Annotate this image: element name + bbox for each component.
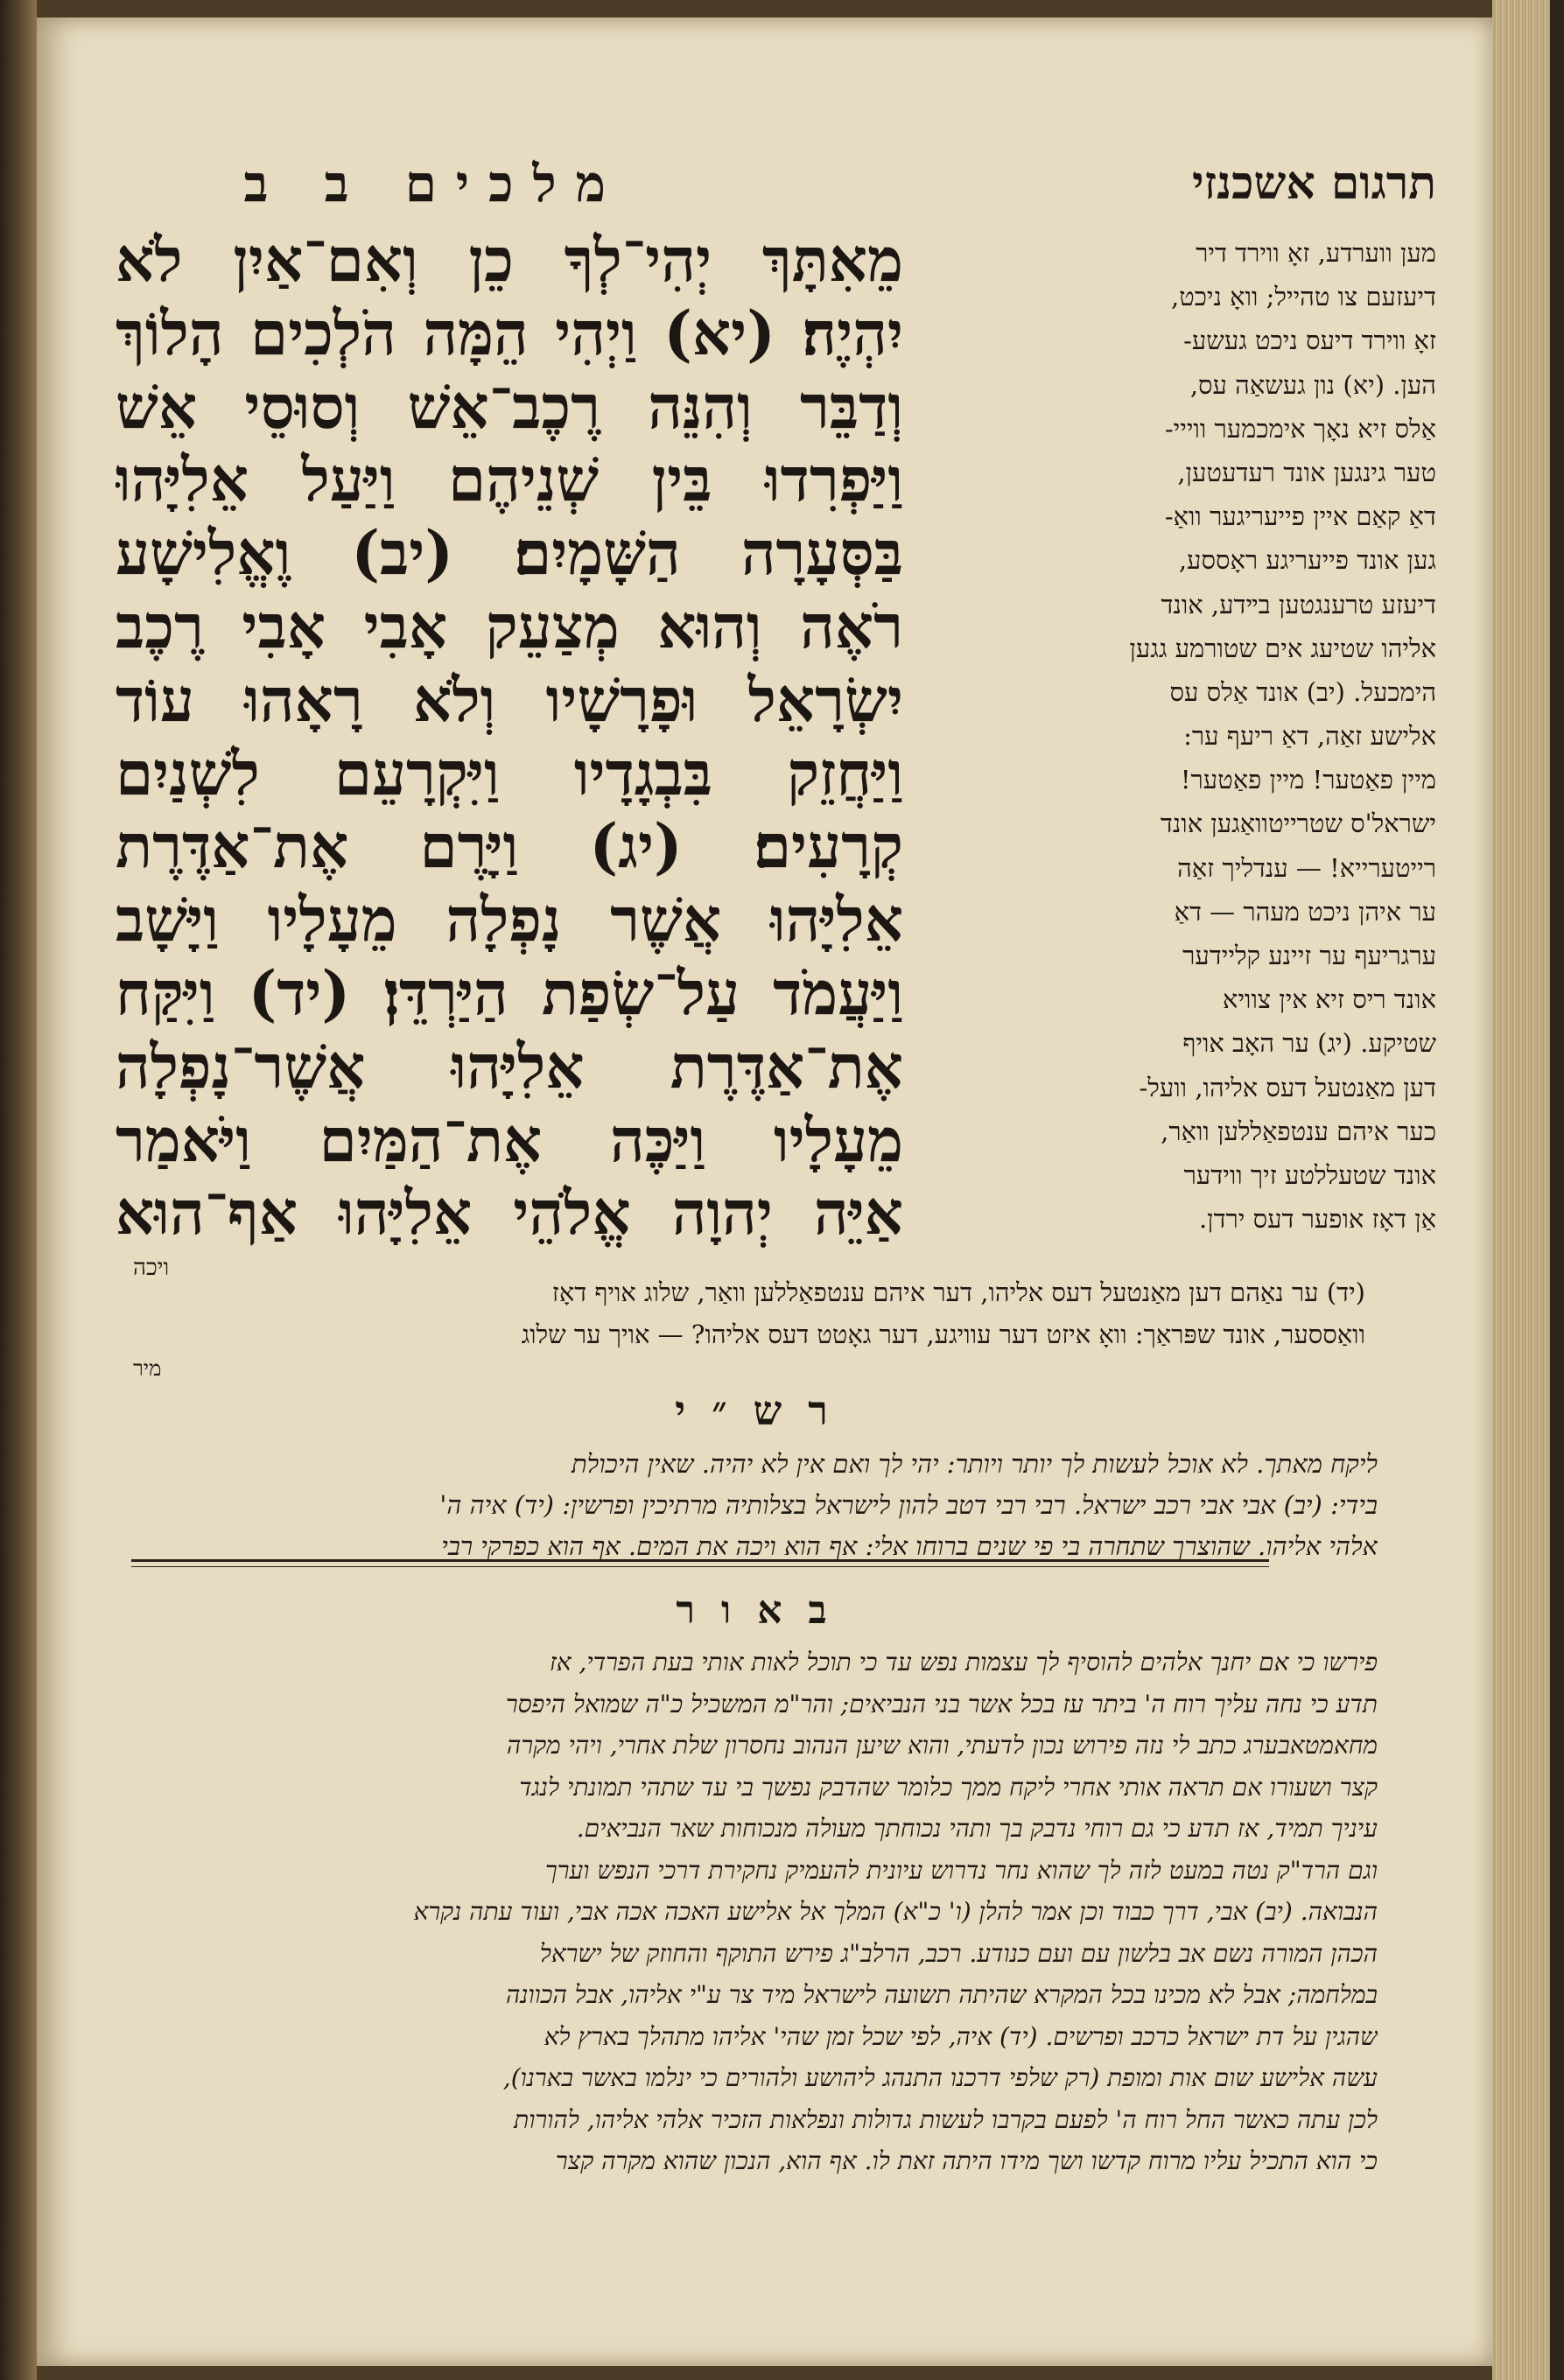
translation-line: כער איהם ענטפאַללען וואַר, (1161, 1116, 1436, 1146)
translation-line: זאָ ווירד דיעס ניכט געשע- (1183, 326, 1436, 356)
section-divider (131, 1559, 1269, 1562)
translation-line: שטיקע. (יג) ער האָב אויף (1182, 1028, 1436, 1059)
commentary-line: עיניך תמיד, אז תדע כי גם רוחי נדבק בך ותהי נכוחתך מעולה מנכוחות שאר הנביאים. (576, 1814, 1378, 1843)
text-line: אֶת־אַדֶּרֶת אֵלִיָּהוּ אֲשֶׁר־נָפְלָה (116, 1031, 903, 1102)
translation-line: הען. (יא) נון געשאַה עס, (1189, 369, 1436, 400)
translation-line: דאַ קאַם איין פייעריגער וואַ- (1164, 501, 1436, 532)
catchword: ויכה (133, 1255, 170, 1281)
hebrew-text-column (116, 224, 903, 1250)
page-edges (1492, 0, 1564, 2380)
translation-line: רייטערייא! — ענדליך זאַה (1177, 852, 1436, 883)
translation-line: טער גינגען אונד רעדעטען, (1177, 457, 1436, 487)
rashi-commentary (135, 1444, 1378, 1567)
continuation-line: וואַססער, אונד שפּראַך: וואָ איזט דער עוויגע, דער גאָטט דעס אליהו? — אויך ער שלוג (521, 1320, 1365, 1349)
translation-line: דען מאַנטעל דעס אליהו, וועל- (1139, 1072, 1436, 1102)
translation-line: גען אונד פייעריגע ראָססע, (1178, 545, 1436, 576)
text-line: מֵעָלָיו וַיַּכֶּה אֶת־הַמַּיִם וַיֹּאמַר (116, 1104, 903, 1176)
text-line: וַיַּפְרִדוּ בֵּין שְׁנֵיהֶם וַיַּעַל אֵלִיָּהוּ (116, 444, 903, 516)
translation-line: אונד שטעללטע זיך ווידער (1183, 1159, 1436, 1190)
text-line: וְדַבֵּר וְהִנֵּה רֶכֶב־אֵשׁ וְסוּסֵי אֵשׁ (116, 371, 903, 443)
commentary-line: ליקח מאתך. לא אוכל לעשות לך יותר ויותר: יהי לך ואם אין לא יהיה. שאין היכולת (571, 1449, 1378, 1479)
book-page (37, 18, 1492, 2366)
translation-line: מיין פאַטער! מיין פאַטער! (1180, 765, 1436, 795)
text-line: יִשְׂרָאֵל וּפָרָשָׁיו וְלֹא רָאָהוּ עוֹד (116, 664, 903, 736)
text-line: בַּסְּעָרָה הַשָּׁמָיִם׃ (יב) וֶאֱלִישָׁע (116, 518, 903, 590)
rashi-heading: רש״י (675, 1387, 854, 1434)
translation-line: אלישע זאַה, דאַ ריעף ער: (1183, 721, 1436, 752)
text-line: קְרָעִים׃ (יג) וַיָּרֶם אֶת־אַדֶּרֶת (116, 811, 903, 883)
commentary-line: מחאמטאבערג כתב לי נזה פירוש נכון לדעתי, והוא שיען הנהוב נחסרון שלת אחרי, ויהי מקרה (506, 1731, 1378, 1760)
text-line: יִהְיֶה׃ (יא) וַיְהִי הֵמָּה הֹלְכִים הָלוֹךְ (116, 298, 903, 369)
translation-line: ער איהן ניכט מעהר — דאַ (1174, 896, 1436, 927)
text-line: אֵלִיָּהוּ אֲשֶׁר נָפְלָה מֵעָלָיו וַיָּשָׁב (116, 885, 903, 956)
commentary-line: קצר ושעורו אם תראה אותי אחרי ליקח ממך כלומר שהדבק נפשך בי עד שתהי תמונתי לנגד (519, 1772, 1378, 1802)
translation-line: מען ווערדע, זאָ ווירד דיר (1196, 238, 1436, 268)
commentary-line: לכן עתה כאשר החל רוח ה' לפעם בקרבו לעשות גדולות ונפלאות הזכיר אלהי אליהו, להורות (514, 2104, 1378, 2134)
continuation-line: (יד) ער נאַהם דען מאַנטעל דעס אליהו, דער איהם ענטפאַללען וואַר, שלוג אויף דאָז (551, 1278, 1365, 1307)
commentary-line: אלהי אליהו. שהוצרך שתחרה בי פי שנים ברוחו אלי: אף הוא ויכה את המים. אף הוא כפרקי רבי (441, 1531, 1378, 1561)
continuation-line: מיר (133, 1356, 162, 1381)
text-line: מֵאִתָּךְ יְהִי־לְךָ כֵן וְאִם־אַיִן לֹא (116, 225, 903, 296)
translation-line: אונד ריס זיא אין צוויא (1223, 984, 1436, 1015)
commentary-line: בידי: (יב) אבי אבי רכב ישראל. רבי רבי דטב להון לישראל בצלותיה מרתיכין ופרשין: (יד) איה ה' (439, 1490, 1378, 1520)
commentary-line: תדע כי נחה עליך רוח ה' ביתר עז בכל אשר בני הנביאים; והר"מ המשכיל כ"ה שמואל היפסר (505, 1689, 1378, 1718)
translation-column (929, 231, 1436, 1241)
biur-commentary (135, 1642, 1378, 2182)
commentary-line: הכהן המורה נשם אב בלשון עם ועם כנודע. רכב, הרלב"ג פירש התוקף והחוזק של ישראל (539, 1938, 1378, 1968)
biur-heading: באור (676, 1588, 853, 1633)
translation-line: דיעזעם צו טהייל; וואָ ניכט, (1171, 282, 1436, 312)
commentary-line: הנבואה. (יב) אבי, דרך כבוד וכן אמר להלן (ו' כ"א) המלך אל אלישע האכה אכה אבי, ועוד עתה נקרא (413, 1897, 1378, 1926)
translation-line: ישראל'ס שטרייטוואַגען אונד (1160, 808, 1436, 839)
commentary-line: עשה אלישע שום אות ומופת (רק שלפי דרכנו התנהג ליהושע ולהורים כי ינלמו באשר בארנו), (502, 2063, 1378, 2092)
text-line: וַיַּעֲמֹד עַל־שְׂפַת הַיַּרְדֵּן׃ (יד) וַיִּקַּח (116, 957, 903, 1029)
text-line: רֹאֶה וְהוּא מְצַעֵק אָבִי אָבִי רֶכֶב (116, 591, 903, 662)
book-gutter (0, 0, 37, 2380)
text-line: וַיַּחֲזֵק בִּבְגָדָיו וַיִּקְרָעֵם לִשְׁנַיִם (116, 738, 903, 809)
commentary-line: במלחמה; אבל לא מכינו בכל המקרא שהיתה תשועה לישראל מיד צר ע"י אליהו, אבל הכוונה (505, 1980, 1378, 2009)
text-line: אַיֵּה יְהוָה אֱלֹהֵי אֵלִיָּהוּ אַף־הוּא (116, 1178, 903, 1250)
translation-line: הימכעל. (יב) אונד אַלס עס (1169, 676, 1436, 707)
commentary-line: שהגין על דת ישראל כרכב ופרשים. (יד) איה, לפי שכל זמן שהי' אליהו מתהלך בארץ לא (544, 2021, 1378, 2051)
translation-line: ערגריעף ער זיינע קליידער (1182, 941, 1436, 970)
commentary-line: כי הוא התכיל עליו מרוח קדשו ושך מידו היתה זאת לו. אף הוא, הנכון שהוא מקרה קצר (555, 2146, 1378, 2175)
running-header-book: מלכים ב ב (243, 154, 625, 214)
translation-line: אַן דאָז אופער דעס ירדן. (1198, 1204, 1436, 1235)
translation-line: דיעזע טרענגטען בײדע, אונד (1161, 589, 1436, 620)
translation-line: אַלס זיא נאָך אימכמער ווייי- (1164, 413, 1436, 444)
commentary-line: פירשו כי אם יחנך אלהים להוסיף לך עצמות נפש עד כי תוכל לאות אותי בעת הפרדי, אז (549, 1648, 1378, 1676)
commentary-line: וגם הרד"ק נטה במעט לזה לך שהוא נחר נדרוש עיונית להעמיק נחקירת דרכי הנפש וערך (544, 1855, 1378, 1885)
section-divider (131, 1566, 1269, 1567)
translation-line: אליהו שטיעג אים שטורמע גגען (1129, 633, 1436, 663)
running-header-translation: תרגום אשכנזי (1192, 157, 1436, 210)
